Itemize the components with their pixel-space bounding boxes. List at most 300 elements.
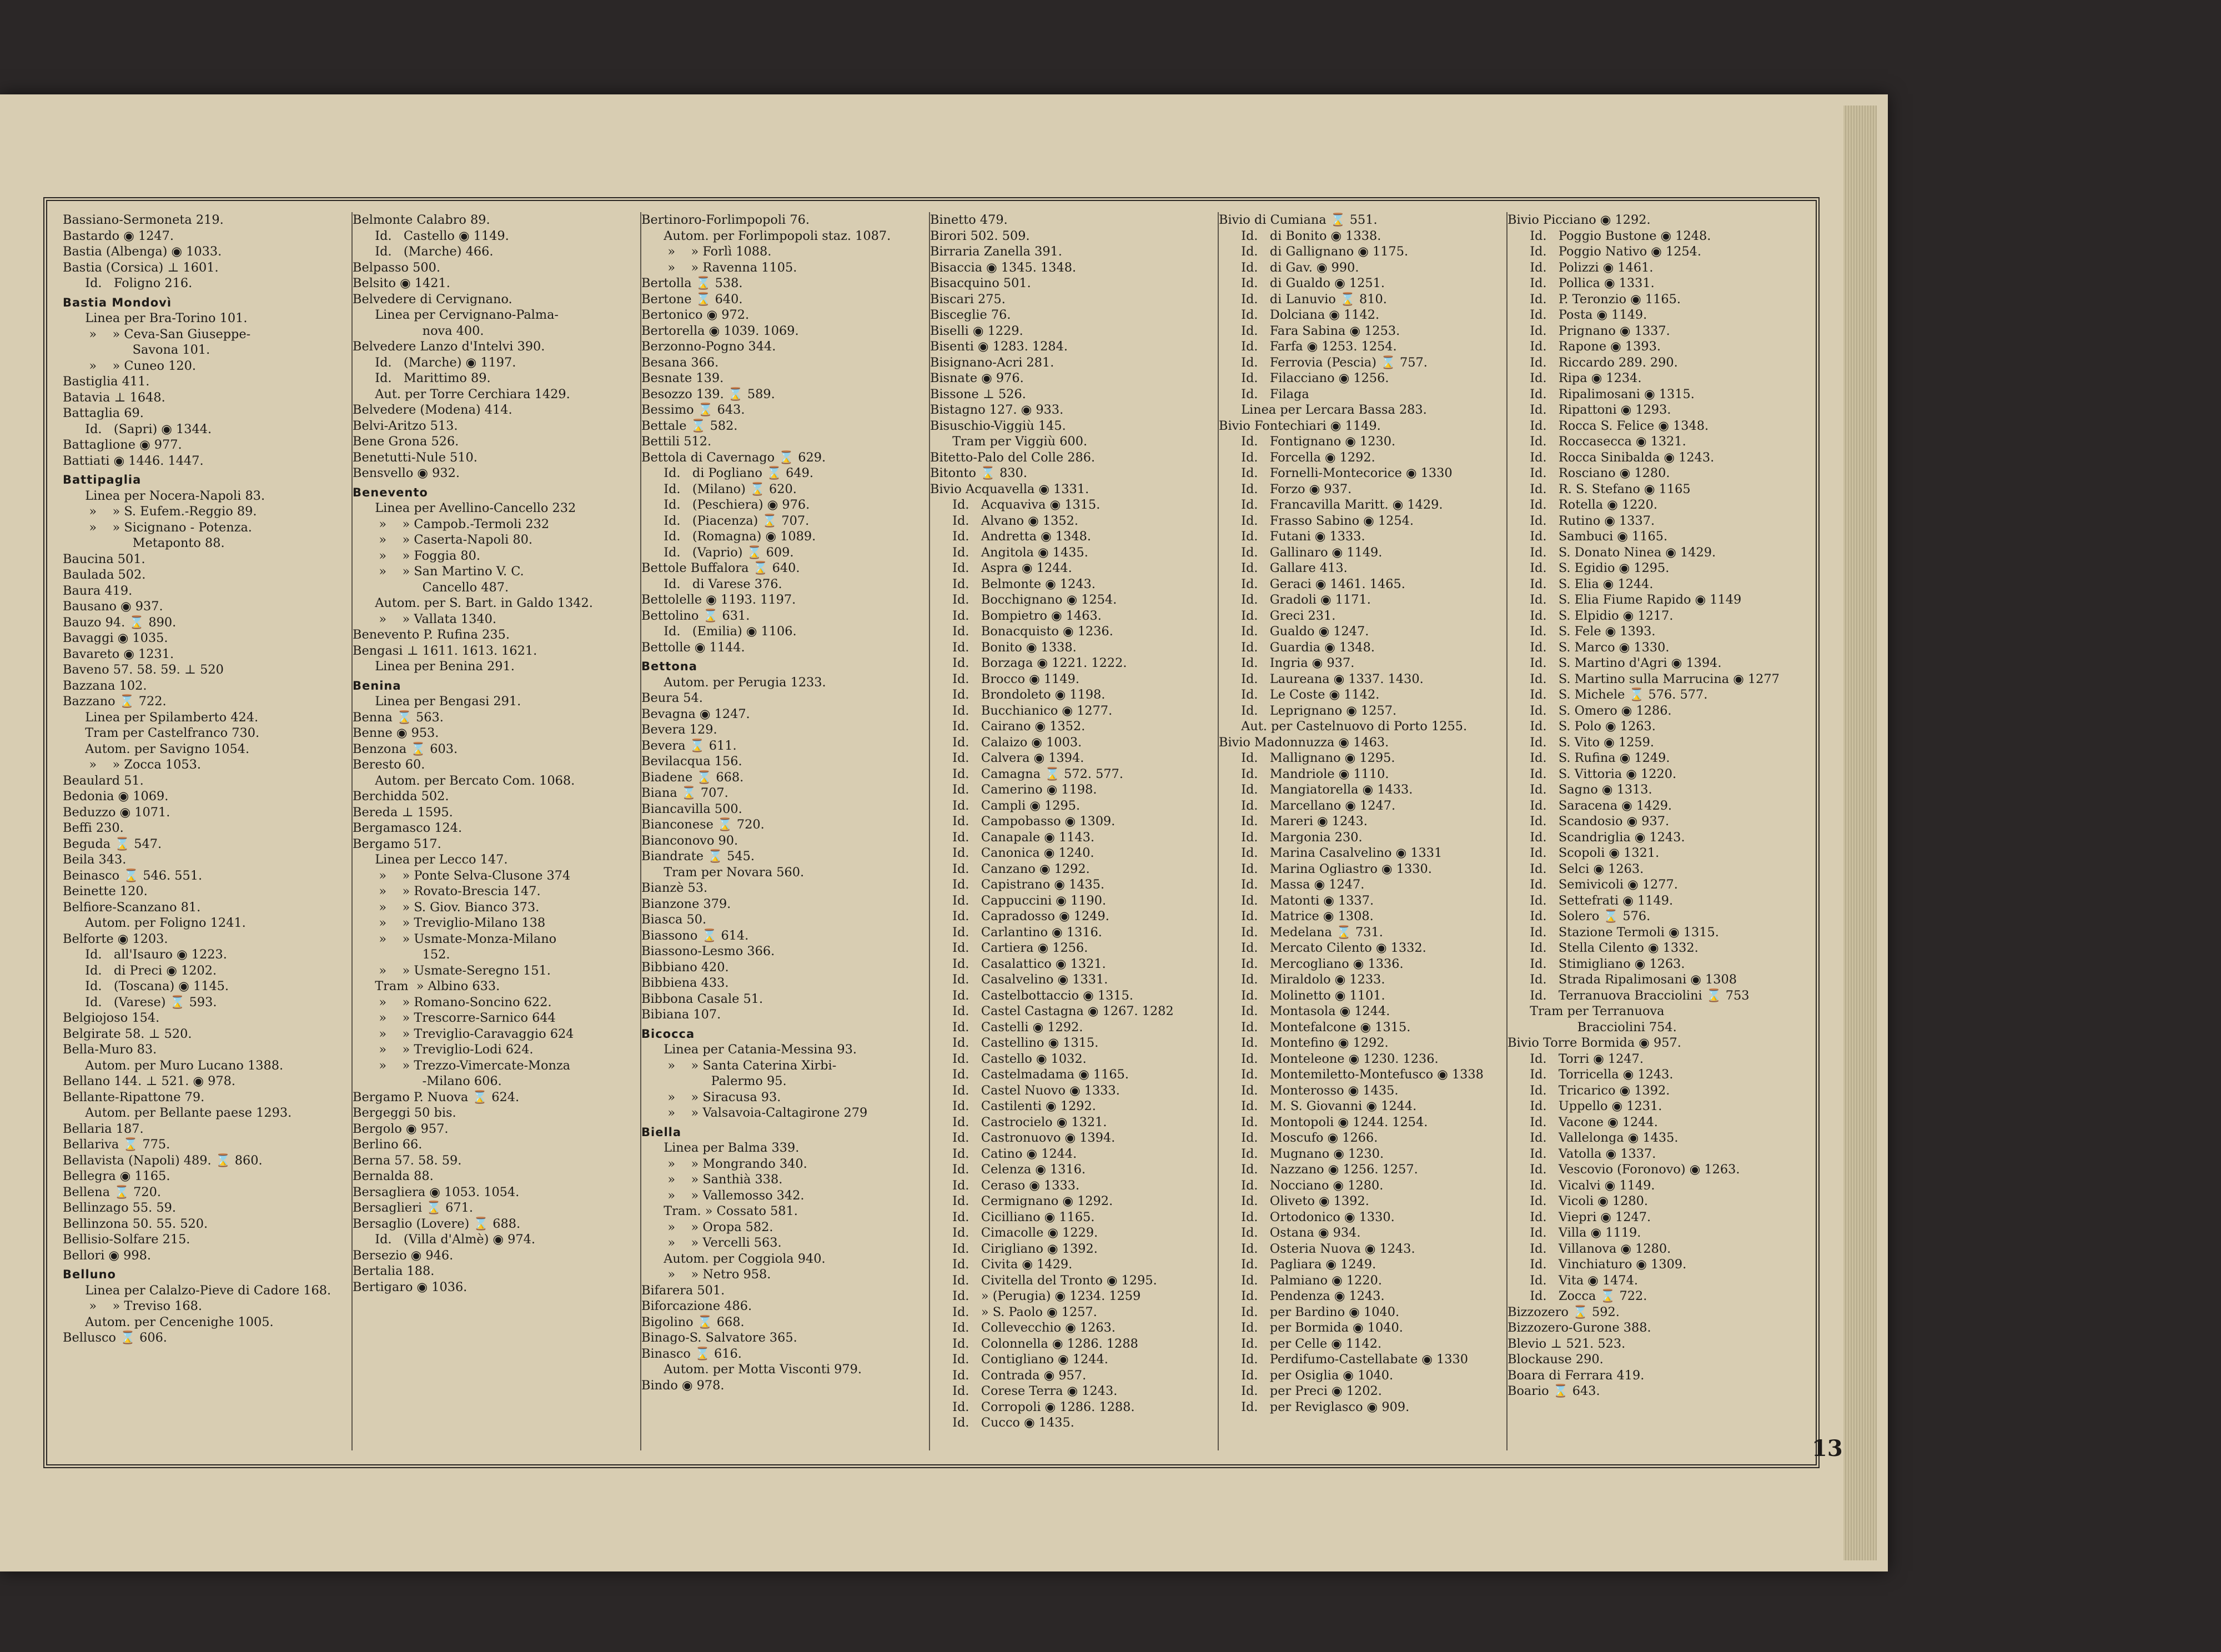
index-entry: Id. S. Elia Fiume Rapido ◉ 1149 (1522, 592, 1742, 607)
index-entry: Id. (Vaprio) ⌛ 609. (656, 545, 794, 560)
index-entry: Bibbona Casale 51. (641, 991, 763, 1006)
index-entry: Id. Campobasso ◉ 1309. (944, 814, 1115, 828)
index-entry: Bersaglio (Lovere) ⌛ 688. (353, 1216, 521, 1231)
index-entry: Id. Filacciano ◉ 1256. (1233, 371, 1389, 385)
index-entry: Autom. per Savigno 1054. (77, 741, 250, 756)
index-entry: Belfiore-Scanzano 81. (63, 900, 201, 915)
index-entry: Id. per Osiglia ◉ 1040. (1233, 1368, 1394, 1383)
index-entry: Id. Mareri ◉ 1243. (1233, 814, 1368, 828)
index-entry: Bisnate ◉ 976. (930, 371, 1024, 385)
index-entry: Id. Contigliano ◉ 1244. (944, 1352, 1108, 1367)
index-entry: Belgirate 58. ⊥ 520. (63, 1026, 192, 1041)
index-entry: Id. Monterosso ◉ 1435. (1233, 1083, 1399, 1098)
index-entry: Bergamo 517. (353, 836, 441, 851)
index-entry: Id. S. Rufina ◉ 1249. (1522, 751, 1670, 765)
index-entry: Belmonte Calabro 89. (353, 213, 490, 227)
index-entry: Bazzana 102. (63, 678, 147, 693)
index-entry: Id. Collevecchio ◉ 1263. (944, 1320, 1115, 1335)
index-entry: Beinette 120. (63, 884, 148, 898)
index-entry: Id. Canonica ◉ 1240. (944, 846, 1094, 860)
index-entry: » » Usmate-Monza-Milano (367, 931, 557, 946)
index-entry: Id. (Toscana) ◉ 1145. (77, 979, 229, 993)
index-entry: Id. Ripa ◉ 1234. (1522, 371, 1642, 385)
index-entry: Id. » S. Paolo ◉ 1257. (944, 1304, 1097, 1319)
index-entry: Bettale ⌛ 582. (641, 418, 738, 433)
index-entry: Boario ⌛ 643. (1508, 1384, 1600, 1398)
index-entry: Id. Vacone ◉ 1244. (1522, 1114, 1658, 1129)
index-entry: 152. (367, 947, 450, 962)
index-entry: » » Treviglio-Caravaggio 624 (367, 1026, 574, 1041)
index-entry: Id. S. Fele ◉ 1393. (1522, 624, 1656, 639)
index-entry: Id. Cimacolle ◉ 1229. (944, 1226, 1098, 1240)
index-entry: Id. Cartiera ◉ 1256. (944, 941, 1088, 955)
index-entry: Linea per Lecco 147. (367, 852, 508, 867)
index-entry: Bettili 512. (641, 434, 712, 449)
index-entry: Biadene ⌛ 668. (641, 770, 744, 785)
index-entry: Bettolelle ◉ 1193. 1197. (641, 592, 796, 607)
index-entry: Belvedere di Cervignano. (353, 292, 512, 307)
index-entry: Autom. per Motta Visconti 979. (656, 1362, 862, 1377)
index-entry: Id. Poggio Nativo ◉ 1254. (1522, 244, 1702, 259)
index-entry: Id. Capradosso ◉ 1249. (944, 909, 1109, 923)
index-entry: Id. Torri ◉ 1247. (1522, 1051, 1644, 1066)
index-entry: Autom. per Perugia 1233. (656, 675, 826, 690)
index-entry: Baveno 57. 58. 59. ⊥ 520 (63, 662, 224, 677)
index-entry: Id. Vita ◉ 1474. (1522, 1273, 1639, 1288)
index-entry: Id. Roccasecca ◉ 1321. (1522, 434, 1686, 449)
index-entry: Id. Marina Ogliastro ◉ 1330. (1233, 861, 1432, 876)
index-entry: Boara di Ferrara 419. (1508, 1368, 1645, 1383)
index-entry: Id. Rotella ◉ 1220. (1522, 498, 1658, 512)
index-entry: Id. Castello ◉ 1149. (367, 228, 509, 243)
index-entry: Id. Camagna ⌛ 572. 577. (944, 766, 1123, 781)
index-entry: Tram per Novara 560. (656, 865, 805, 880)
index-entry: Id. Polizzi ◉ 1461. (1522, 260, 1654, 275)
index-entry: Id. Aspra ◉ 1244. (944, 561, 1072, 575)
index-entry: Id. Cirigliano ◉ 1392. (944, 1241, 1098, 1256)
index-entry: » » Siracusa 93. (656, 1089, 781, 1104)
index-entry: Id. Cappuccini ◉ 1190. (944, 893, 1107, 908)
index-entry: Id. Rapone ◉ 1393. (1522, 339, 1661, 354)
index-entry: Id. Andretta ◉ 1348. (944, 529, 1091, 544)
index-entry: Id. Guardia ◉ 1348. (1233, 640, 1375, 655)
index-entry: Id. Castel Nuovo ◉ 1333. (944, 1083, 1120, 1098)
index-entry: Bivio Acquavella ◉ 1331. (930, 481, 1089, 496)
index-entry: Id. Posta ◉ 1149. (1522, 308, 1647, 322)
index-column-1 (63, 212, 340, 1450)
index-entry: Id. S. Elia ◉ 1244. (1522, 576, 1654, 591)
index-entry: Id. S. Marco ◉ 1330. (1522, 640, 1670, 655)
index-entry: Id. Casalattico ◉ 1321. (944, 956, 1106, 971)
index-entry: Tram » Albino 633. (367, 979, 500, 993)
index-entry: Id. Stimigliano ◉ 1263. (1522, 956, 1685, 971)
index-entry: Id. Futani ◉ 1333. (1233, 529, 1365, 544)
index-entry: Id. Moscufo ◉ 1266. (1233, 1131, 1378, 1145)
index-entry: Battaglia 69. (63, 406, 144, 420)
index-entry: Bellena ⌛ 720. (63, 1184, 162, 1199)
index-entry: Id. per Celle ◉ 1142. (1233, 1336, 1382, 1351)
index-entry: Id. Bocchignano ◉ 1254. (944, 592, 1117, 607)
index-entry: Linea per Catania-Messina 93. (656, 1042, 857, 1057)
index-entry: Id. Ripattoni ◉ 1293. (1522, 403, 1671, 417)
index-entry: Id. di Gallignano ◉ 1175. (1233, 244, 1409, 259)
index-entry: Id. Stella Cilento ◉ 1332. (1522, 941, 1699, 955)
index-entry: Id. Osteria Nuova ◉ 1243. (1233, 1241, 1415, 1256)
index-entry: Id. Cucco ◉ 1435. (944, 1415, 1074, 1430)
index-entry: Bene Grona 526. (353, 434, 459, 449)
index-entry: » » Netro 958. (656, 1267, 771, 1282)
index-entry: Bigolino ⌛ 668. (641, 1314, 745, 1329)
index-entry: Id. Rutino ◉ 1337. (1522, 513, 1655, 528)
index-entry: Id. S. Egidio ◉ 1295. (1522, 561, 1670, 575)
index-entry: Bettolino ⌛ 631. (641, 608, 750, 623)
index-entry: Bitetto-Palo del Colle 286. (930, 450, 1096, 465)
index-entry: Id. Bonito ◉ 1338. (944, 640, 1077, 655)
index-entry: Bastiglia 411. (63, 374, 150, 389)
index-entry: Id. Matonti ◉ 1337. (1233, 893, 1374, 908)
index-entry: Benna ⌛ 563. (353, 710, 444, 725)
index-entry: Id. Ferrovia (Pescia) ⌛ 757. (1233, 355, 1428, 370)
index-entry: Id. Mercato Cilento ◉ 1332. (1233, 941, 1426, 955)
index-entry: Bisaccia ◉ 1345. 1348. (930, 260, 1077, 275)
index-entry: Id. Nocciano ◉ 1280. (1233, 1178, 1384, 1193)
index-entry: Besana 366. (641, 355, 719, 370)
index-entry: Bersaglieri ⌛ 671. (353, 1201, 473, 1215)
index-entry: Id. Montefino ◉ 1292. (1233, 1036, 1389, 1050)
index-entry: Id. Vatolla ◉ 1337. (1522, 1146, 1656, 1161)
index-entry: Bessimo ⌛ 643. (641, 403, 745, 417)
index-entry: » » Cuneo 120. (77, 358, 197, 373)
index-entry: Id. Fornelli-Montecorice ◉ 1330 (1233, 466, 1453, 480)
index-entry: Linea per Nocera-Napoli 83. (77, 488, 265, 503)
index-entry: Beffi 230. (63, 821, 124, 835)
index-entry: Biselli ◉ 1229. (930, 323, 1023, 338)
index-entry: Bellaria 187. (63, 1121, 144, 1136)
index-entry: Bianzè 53. (641, 881, 708, 895)
index-entry: Id. Castelmadama ◉ 1165. (944, 1067, 1129, 1082)
index-entry: Id. Poggio Bustone ◉ 1248. (1522, 228, 1711, 243)
index-entry: Bertigaro ◉ 1036. (353, 1279, 468, 1294)
index-entry: Id. Terranuova Bracciolini ⌛ 753 (1522, 988, 1750, 1003)
index-entry: Bibiana 107. (641, 1007, 721, 1022)
index-entry: Bassiano-Sermoneta 219. (63, 213, 224, 227)
index-entry: Bianzone 379. (641, 896, 731, 911)
index-entry: Birraria Zanella 391. (930, 244, 1062, 259)
index-entry: » » Ponte Selva-Clusone 374 (367, 868, 571, 883)
index-entry: Bianconese ⌛ 720. (641, 817, 765, 832)
index-entry: Id. Vicalvi ◉ 1149. (1522, 1178, 1655, 1193)
index-entry: Bella-Muro 83. (63, 1042, 157, 1057)
index-entry: Binasco ⌛ 616. (641, 1346, 742, 1361)
index-entry: » » Caserta-Napoli 80. (367, 533, 532, 547)
index-entry: Id. Camerino ◉ 1198. (944, 782, 1097, 797)
index-entry: Bersagliera ◉ 1053. 1054. (353, 1184, 520, 1199)
index-entry: Savona 101. (77, 343, 210, 357)
index-entry: Bicocca (641, 1027, 695, 1041)
index-entry: » » Zocca 1053. (77, 757, 202, 772)
index-entry: Bergamo P. Nuova ⌛ 624. (353, 1089, 520, 1104)
index-entry: » » Sicignano - Potenza. (77, 520, 252, 535)
index-entry: Id. Carlantino ◉ 1316. (944, 925, 1102, 940)
index-entry: Bibbiena 433. (641, 976, 729, 990)
index-entry: Id. Scandriglia ◉ 1243. (1522, 830, 1685, 845)
index-entry: Id. Prignano ◉ 1337. (1522, 323, 1670, 338)
index-entry: Id. Villanova ◉ 1280. (1522, 1241, 1671, 1256)
index-entry: Id. Saracena ◉ 1429. (1522, 798, 1672, 813)
index-entry: Id. (Milano) ⌛ 620. (656, 481, 797, 496)
index-entry: Id. Pollica ◉ 1331. (1522, 276, 1655, 290)
index-entry: Id. S. Donato Ninea ◉ 1429. (1522, 545, 1716, 560)
index-entry: Id. Castello ◉ 1032. (944, 1051, 1087, 1066)
index-entry: Id. Castelli ◉ 1292. (944, 1020, 1083, 1035)
index-entry: » » Vercelli 563. (656, 1236, 782, 1250)
index-entry: Tram. » Cossato 581. (656, 1204, 798, 1218)
index-entry: Linea per Calalzo-Pieve di Cadore 168. (77, 1283, 331, 1298)
index-entry: Id. (Piacenza) ⌛ 707. (656, 513, 810, 528)
index-entry: Id. Semivicoli ◉ 1277. (1522, 877, 1678, 892)
index-entry: » » Trezzo-Vimercate-Monza (367, 1058, 571, 1073)
index-entry: Berlino 66. (353, 1137, 423, 1152)
index-entry: Linea per Bra-Torino 101. (77, 311, 248, 325)
index-entry: Id. Molinetto ◉ 1101. (1233, 988, 1385, 1003)
index-entry: Id. Rocca Sinibalda ◉ 1243. (1522, 450, 1715, 465)
index-entry: Id. Perdifumo-Castellabate ◉ 1330 (1233, 1352, 1468, 1367)
index-entry: Berzonno-Pogno 344. (641, 339, 776, 354)
index-entry: Bivio Picciano ◉ 1292. (1508, 213, 1651, 227)
index-entry: Id. Gradoli ◉ 1171. (1233, 592, 1371, 607)
page-edge (1843, 106, 1877, 1560)
index-entry: Id. Alvano ◉ 1352. (944, 513, 1078, 528)
index-entry: Bisacquino 501. (930, 276, 1031, 290)
index-entry: Id. Foligno 216. (77, 276, 193, 290)
index-entry: Bistagno 127. ◉ 933. (930, 403, 1064, 417)
index-entry: Id. (Emilia) ◉ 1106. (656, 624, 797, 639)
index-entry: » » Usmate-Seregno 151. (367, 963, 551, 978)
index-entry: Id. Sambuci ◉ 1165. (1522, 529, 1668, 544)
index-entry: Id. Villa ◉ 1119. (1522, 1226, 1641, 1240)
index-entry: Id. M. S. Giovanni ◉ 1244. (1233, 1099, 1417, 1113)
index-entry: Besozzo 139. ⌛ 589. (641, 386, 775, 401)
index-entry: Battiati ◉ 1446. 1447. (63, 453, 204, 468)
index-entry: Bergeggi 50 bis. (353, 1106, 456, 1120)
index-entry: Autom. per Bellante paese 1293. (77, 1106, 292, 1120)
index-entry: Bevilacqua 156. (641, 754, 742, 769)
index-entry: Id. Castellino ◉ 1315. (944, 1036, 1099, 1050)
index-entry: Id. Sagno ◉ 1313. (1522, 782, 1652, 797)
index-entry: Bastia (Corsica) ⊥ 1601. (63, 260, 219, 275)
index-entry: Biana ⌛ 707. (641, 786, 728, 800)
index-entry: Id. Pagliara ◉ 1249. (1233, 1257, 1376, 1272)
index-entry: Bellisio-Solfare 215. (63, 1232, 190, 1247)
index-entry: Benetutti-Nule 510. (353, 450, 478, 465)
index-entry: Linea per Bengasi 291. (367, 694, 521, 709)
index-column-4 (929, 212, 1208, 1450)
index-entry: Id. R. S. Stefano ◉ 1165 (1522, 481, 1691, 496)
index-entry: » » Forlì 1088. (656, 244, 772, 259)
index-entry: Id. Corese Terra ◉ 1243. (944, 1384, 1118, 1398)
index-entry: Bivio Torre Bormida ◉ 957. (1508, 1036, 1681, 1050)
index-entry: Id. Belmonte ◉ 1243. (944, 576, 1096, 591)
index-entry: Id. Vallelonga ◉ 1435. (1522, 1131, 1679, 1145)
index-entry: Benina (353, 679, 401, 692)
index-entry: Id. Viepri ◉ 1247. (1522, 1209, 1651, 1224)
index-entry: Beaulard 51. (63, 773, 144, 788)
index-entry: Linea per Cervignano-Palma- (367, 308, 559, 322)
index-entry: Bivio Madonnuzza ◉ 1463. (1219, 735, 1389, 750)
index-entry: Bitonto ⌛ 830. (930, 466, 1027, 480)
index-frame (43, 197, 1820, 1468)
index-entry: Id. Borzaga ◉ 1221. 1222. (944, 656, 1127, 670)
index-entry: Id. Gualdo ◉ 1247. (1233, 624, 1369, 639)
index-entry: Id. Le Coste ◉ 1142. (1233, 687, 1380, 702)
index-entry: » » S. Giov. Bianco 373. (367, 900, 540, 915)
index-entry: Id. Bucchianico ◉ 1277. (944, 703, 1113, 718)
index-entry: Bellano 144. ⊥ 521. ◉ 978. (63, 1074, 236, 1088)
index-entry: Binago-S. Salvatore 365. (641, 1330, 797, 1345)
index-entry: Biasca 50. (641, 912, 707, 927)
index-entry: Linea per Avellino-Cancello 232 (367, 501, 576, 515)
index-entry: Beura 54. (641, 691, 703, 705)
index-entry: Id. Settefrati ◉ 1149. (1522, 893, 1674, 908)
index-entry: Palermo 95. (656, 1074, 787, 1088)
index-entry: Id. Geraci ◉ 1461. 1465. (1233, 576, 1405, 591)
index-entry: Id. S. Vito ◉ 1259. (1522, 735, 1654, 750)
index-entry: Bivio Fontechiari ◉ 1149. (1219, 418, 1381, 433)
index-entry: Beguda ⌛ 547. (63, 836, 162, 851)
index-entry: Id. Leprignano ◉ 1257. (1233, 703, 1397, 718)
index-entry: Id. Gallinaro ◉ 1149. (1233, 545, 1383, 560)
index-entry: Bivio di Cumiana ⌛ 551. (1219, 213, 1378, 227)
index-entry: » » Mongrando 340. (656, 1156, 807, 1171)
index-entry: -Milano 606. (367, 1074, 502, 1088)
index-entry: Linea per Benina 291. (367, 659, 515, 674)
index-entry: Id. di Bonito ◉ 1338. (1233, 228, 1381, 243)
index-entry: Bastardo ◉ 1247. (63, 228, 174, 243)
index-entry: » » Ravenna 1105. (656, 260, 797, 275)
index-entry: Battaglione ◉ 977. (63, 438, 182, 452)
index-entry: Id. Montopoli ◉ 1244. 1254. (1233, 1114, 1428, 1129)
index-entry: Bisenti ◉ 1283. 1284. (930, 339, 1068, 354)
index-entry: » » Valsavoia-Caltagirone 279 (656, 1106, 868, 1120)
index-entry: Autom. per Cencenighe 1005. (77, 1314, 274, 1329)
index-entry: Id. Tricarico ◉ 1392. (1522, 1083, 1670, 1098)
index-entry: Id. Vicoli ◉ 1280. (1522, 1194, 1649, 1208)
index-entry: Linea per Balma 339. (656, 1141, 800, 1155)
index-entry: Bertonico ◉ 972. (641, 308, 750, 322)
index-entry: Id. (Varese) ⌛ 593. (77, 995, 217, 1010)
index-entry: Baulada 502. (63, 568, 146, 582)
index-entry: Bracciolini 754. (1522, 1020, 1677, 1035)
index-entry: Bellegra ◉ 1165. (63, 1169, 170, 1183)
index-entry: Biella (641, 1125, 682, 1139)
index-entry: Id. Mandriole ◉ 1110. (1233, 766, 1389, 781)
index-entry: Id. Scopoli ◉ 1321. (1522, 846, 1660, 860)
index-entry: Autom. per Bercato Com. 1068. (367, 773, 575, 788)
index-entry: Id. Brondoleto ◉ 1198. (944, 687, 1106, 702)
index-entry: Belvedere (Modena) 414. (353, 403, 512, 417)
index-entry: Id. Farfa ◉ 1253. 1254. (1233, 339, 1397, 354)
index-entry: Id. Selci ◉ 1263. (1522, 861, 1644, 876)
index-entry: Id. per Bardino ◉ 1040. (1233, 1304, 1400, 1319)
index-entry: Id. Riccardo 289. 290. (1522, 355, 1678, 370)
index-entry: Id. Cairano ◉ 1352. (944, 719, 1086, 734)
index-entry: Id. Ingria ◉ 937. (1233, 656, 1355, 670)
index-entry: Id. di Gav. ◉ 990. (1233, 260, 1359, 275)
index-entry: Id. Fara Sabina ◉ 1253. (1233, 323, 1400, 338)
index-entry: Bellavista (Napoli) 489. ⌛ 860. (63, 1153, 263, 1168)
index-entry: Autom. per S. Bart. in Galdo 1342. (367, 596, 593, 610)
index-entry: Bellinzago 55. 59. (63, 1201, 177, 1215)
index-entry: Beduzzo ◉ 1071. (63, 805, 170, 820)
index-entry: Bereda ⊥ 1595. (353, 805, 453, 820)
index-entry: Id. Filaga (1233, 386, 1309, 401)
index-entry: Id. Catino ◉ 1244. (944, 1146, 1077, 1161)
index-entry: Id. Ripalimosani ◉ 1315. (1522, 386, 1695, 401)
index-entry: Id. Montefalcone ◉ 1315. (1233, 1020, 1411, 1035)
index-entry: Id. Massa ◉ 1247. (1233, 877, 1365, 892)
index-entry: Id. (Marche) 466. (367, 244, 494, 259)
index-entry: Metaponto 88. (77, 536, 225, 550)
index-entry: Id. Forzo ◉ 937. (1233, 481, 1352, 496)
index-entry: Benzona ⌛ 603. (353, 741, 458, 756)
index-entry: » » Campob.-Termoli 232 (367, 516, 550, 531)
index-entry: » » Santhià 338. (656, 1172, 783, 1187)
index-entry: Id. Mugnano ◉ 1230. (1233, 1146, 1384, 1161)
index-entry: Id. (Peschiera) ◉ 976. (656, 498, 810, 512)
index-entry: Id. Casalvelino ◉ 1331. (944, 972, 1108, 987)
index-entry: Id. Montasola ◉ 1244. (1233, 1004, 1390, 1018)
index-entry: Id. Greci 231. (1233, 608, 1336, 623)
index-entry: Biscari 275. (930, 292, 1006, 307)
index-entry: Bastia (Albenga) ◉ 1033. (63, 244, 222, 259)
page-number: 13 (1812, 1435, 1843, 1462)
index-entry: Bindo ◉ 978. (641, 1378, 725, 1393)
index-entry: Beresto 60. (353, 757, 425, 772)
index-entry: Id. Mangiatorella ◉ 1433. (1233, 782, 1413, 797)
index-entry: Binetto 479. (930, 213, 1008, 227)
index-entry: Id. Ostana ◉ 934. (1233, 1226, 1361, 1240)
index-entry: Id. all'Isauro ◉ 1223. (77, 947, 227, 962)
index-entry: Belvedere Lanzo d'Intelvi 390. (353, 339, 545, 354)
index-entry: Id. Bompietro ◉ 1463. (944, 608, 1102, 623)
index-entry: Cancello 487. (367, 580, 509, 595)
index-entry: Bausano ◉ 937. (63, 599, 163, 614)
index-entry: Id. Gallare 413. (1233, 561, 1348, 575)
index-entry: Id. Marittimo 89. (367, 371, 491, 385)
index-entry: Bedonia ◉ 1069. (63, 789, 169, 804)
index-entry: Bibbiano 420. (641, 960, 729, 975)
index-entry: Belsito ◉ 1421. (353, 276, 450, 290)
index-entry: Bastia Mondovì (63, 295, 172, 309)
index-entry: Id. Mercogliano ◉ 1336. (1233, 956, 1404, 971)
index-entry: » » Treviso 168. (77, 1299, 202, 1313)
index-entry: » » Trescorre-Sarnico 644 (367, 1011, 556, 1025)
index-entry: Id. di Pogliano ⌛ 649. (656, 466, 814, 480)
index-entry: Id. Ceraso ◉ 1333. (944, 1178, 1080, 1193)
index-entry: Id. Colonnella ◉ 1286. 1288 (944, 1336, 1138, 1351)
index-entry: » » Treviglio-Milano 138 (367, 916, 546, 930)
index-entry: Batavia ⊥ 1648. (63, 390, 165, 405)
index-entry: Biancavilla 500. (641, 801, 742, 816)
index-entry: Belgiojoso 154. (63, 1011, 160, 1025)
index-entry: Belpasso 500. (353, 260, 440, 275)
index-entry: Id. Castronuovo ◉ 1394. (944, 1131, 1115, 1145)
index-entry: Id. (Sapri) ◉ 1344. (77, 421, 212, 436)
index-entry: Id. Corropoli ◉ 1286. 1288. (944, 1399, 1135, 1414)
index-entry: Baucina 501. (63, 551, 145, 566)
index-entry: Id. Ortodonico ◉ 1330. (1233, 1209, 1395, 1224)
index-entry: » » Oropa 582. (656, 1219, 773, 1234)
